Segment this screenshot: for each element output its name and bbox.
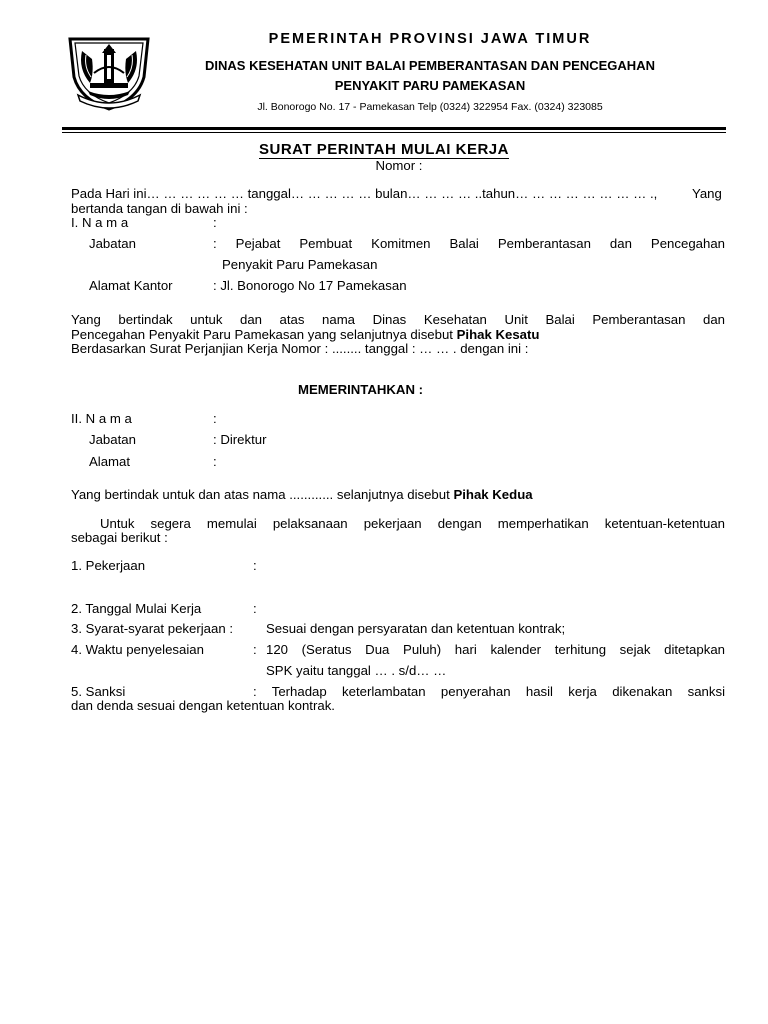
- agency-address: Jl. Bonorogo No. 17 - Pamekasan Telp (0324) 322954 Fax. (0324) 323085: [257, 101, 603, 113]
- statement1-line1: Yang bertindak untuk dan atas nama Dinas Kesehatan Unit Balai Pemberantasan dan: [71, 312, 725, 327]
- party1-address-value: : Jl. Bonorogo No 17 Pamekasan: [213, 278, 407, 293]
- agency-name-line1: DINAS KESEHATAN UNIT BALAI PEMBERANTASAN DAN PENCEGAHAN: [205, 58, 655, 73]
- document-number: Nomor :: [375, 158, 423, 173]
- party2-address-label: Alamat: [89, 454, 131, 469]
- party1-position-value: : Pejabat Pembuat Komitmen Balai Pemberantasan dan Pencegahan: [213, 236, 725, 251]
- opening-line1-end: Yang: [692, 186, 722, 201]
- party1-name-label: I. N a m a: [71, 215, 129, 230]
- term3-label: 3. Syarat-syarat pekerjaan :: [71, 621, 233, 636]
- statement1-line2: Pencegahan Penyakit Paru Pamekasan yang selanjutnya disebut Pihak Kesatu: [71, 327, 540, 342]
- term4-label: 4. Waktu penyelesaian: [71, 642, 204, 657]
- instruction-line2: sebagai berikut :: [71, 530, 168, 545]
- opening-line2: bertanda tangan di bawah ini :: [71, 201, 248, 216]
- term4-value: 120 (Seratus Dua Puluh) hari kalender terhitung sejak ditetapkan: [266, 642, 725, 657]
- pihak-kesatu-label: Pihak Kesatu: [456, 327, 540, 342]
- opening-line1: Pada Hari ini… … … … … … tanggal… … … … … bulan… … … … ..tahun… … … … … … … … .,: [71, 186, 658, 201]
- party1-name-colon: :: [213, 215, 217, 230]
- term4-colon: :: [253, 642, 257, 657]
- term1-colon: :: [253, 558, 257, 573]
- term2-colon: :: [253, 601, 257, 616]
- pihak-kedua-label: Pihak Kedua: [453, 487, 533, 502]
- party2-position-label: Jabatan: [89, 432, 136, 447]
- statement1-line3: Berdasarkan Surat Perjanjian Kerja Nomor : ........ tanggal : … … . dengan ini :: [71, 341, 529, 356]
- term4-value-cont: SPK yaitu tanggal … . s/d… …: [266, 663, 447, 678]
- party1-position-label: Jabatan: [89, 236, 136, 251]
- term2-label: 2. Tanggal Mulai Kerja: [71, 601, 202, 616]
- term3-value: Sesuai dengan persyaratan dan ketentuan kontrak;: [266, 621, 566, 636]
- government-name: PEMERINTAH PROVINSI JAWA TIMUR: [268, 31, 592, 47]
- party2-address-colon: :: [213, 454, 217, 469]
- document-title: SURAT PERINTAH MULAI KERJA: [259, 141, 509, 158]
- party2-name-colon: :: [213, 411, 217, 426]
- party1-position-value-cont: Penyakit Paru Pamekasan: [222, 257, 378, 272]
- term1-label: 1. Pekerjaan: [71, 558, 146, 573]
- header-rule-thin: [62, 132, 726, 133]
- instruction-line1: Untuk segera memulai pelaksanaan pekerjaan dengan memperhatikan ketentuan-ketentuan: [100, 516, 725, 531]
- agency-name-line2: PENYAKIT PARU PAMEKASAN: [334, 78, 526, 93]
- term5-value-cont: dan denda sesuai dengan ketentuan kontrak.: [71, 698, 335, 713]
- party2-name-label: II. N a m a: [71, 411, 132, 426]
- order-heading: MEMERINTAHKAN :: [298, 382, 424, 397]
- header-rule-thick: [62, 127, 726, 130]
- statement2: Yang bertindak untuk dan atas nama ............ selanjutnya disebut Pihak Kedua: [71, 487, 533, 502]
- term5-label: 5. Sanksi: [71, 684, 126, 699]
- party1-address-label: Alamat Kantor: [89, 278, 173, 293]
- party2-position-value: : Direktur: [213, 432, 267, 447]
- term5-value: : Terhadap keterlambatan penyerahan hasil kerja dikenakan sanksi: [253, 684, 725, 699]
- east-java-coat-of-arms-icon: [64, 33, 154, 113]
